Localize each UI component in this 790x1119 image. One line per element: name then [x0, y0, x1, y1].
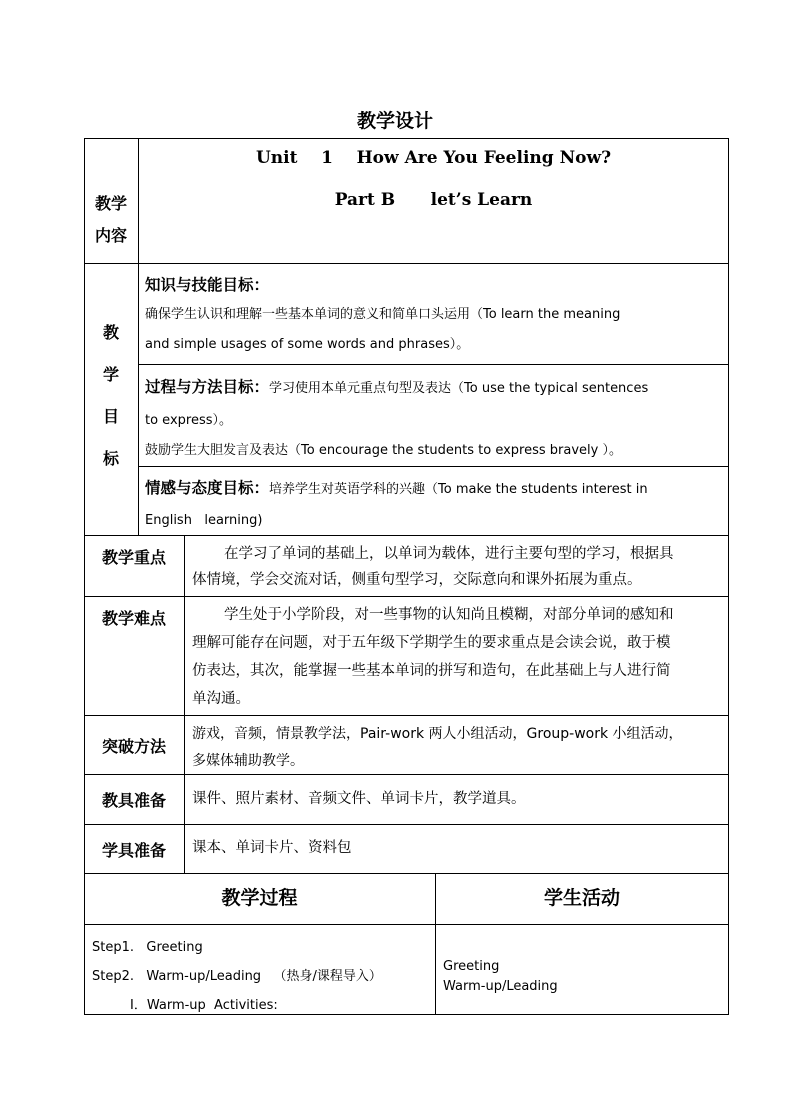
- teacher-prep-text: 课件、照片素材、音频文件、单词卡片，教学道具。: [192, 791, 526, 807]
- methods-text: 游戏，音频，情景教学法，Pair-work 两人小组活动，Group-work 小组活动， 多媒体辅助教学。: [192, 726, 683, 769]
- student-activities: Greeting Warm-up/Leading: [443, 959, 558, 994]
- knowledge-objective: 知识与技能目标： 确保学生认识和理解一些基本单词的意义和简单口头运用（To learn the meaning and simple usages of some words and phrases）。: [145, 276, 621, 352]
- methods-label: 突破方法: [101, 737, 166, 756]
- difficulties-text: 学生处于小学阶段，对一些事物的认知尚且模糊，对部分单词的感知和 理解可能存在问题，对于五年级下学期学生的要求重点是会读会说，敢于模 仿表达，其次，能掌握一些基本单词的拼写和造句，在此基础上与人进行简 单沟通。: [192, 607, 674, 707]
- key-points-text: 在学习了单词的基础上，以单词为载体，进行主要句型的学习，根据具 体情境，学会交流对话，侧重句型学习，交际意向和课外拓展为重点。: [192, 546, 674, 588]
- difficulties-label: 教学难点: [101, 609, 166, 628]
- process-objective: 过程与方法目标：学习使用本单元重点句型及表达（To use the typical sentences to express）。 鼓励学生大胆发言及表达（To encourage the students to express bravely ）。: [145, 378, 649, 458]
- content-label: 教学 内容: [94, 194, 127, 245]
- student-prep-text: 课本、单词卡片、资料包: [192, 840, 352, 856]
- teacher-prep-label: 教具准备: [101, 791, 166, 810]
- process-header-right: 学生活动: [543, 887, 620, 909]
- objectives-label: 教 学 目 标: [102, 323, 119, 468]
- part-title: Part B let’s Learn: [334, 190, 533, 210]
- unit-title: Unit 1 How Are You Feeling Now?: [255, 148, 612, 168]
- student-prep-label: 学具准备: [101, 841, 166, 860]
- key-points-label: 教学重点: [101, 548, 166, 567]
- process-steps: Step1. Greeting Step2. Warm-up/Leading （热身/课程导入） Ⅰ．Warm-up Activities:: [92, 940, 382, 1013]
- emotion-objective: 情感与态度目标：培养学生对英语学科的兴趣（To make the students interest in English learning): [145, 479, 648, 528]
- page-title: 教学设计: [356, 110, 433, 132]
- process-header-left: 教学过程: [221, 887, 298, 909]
